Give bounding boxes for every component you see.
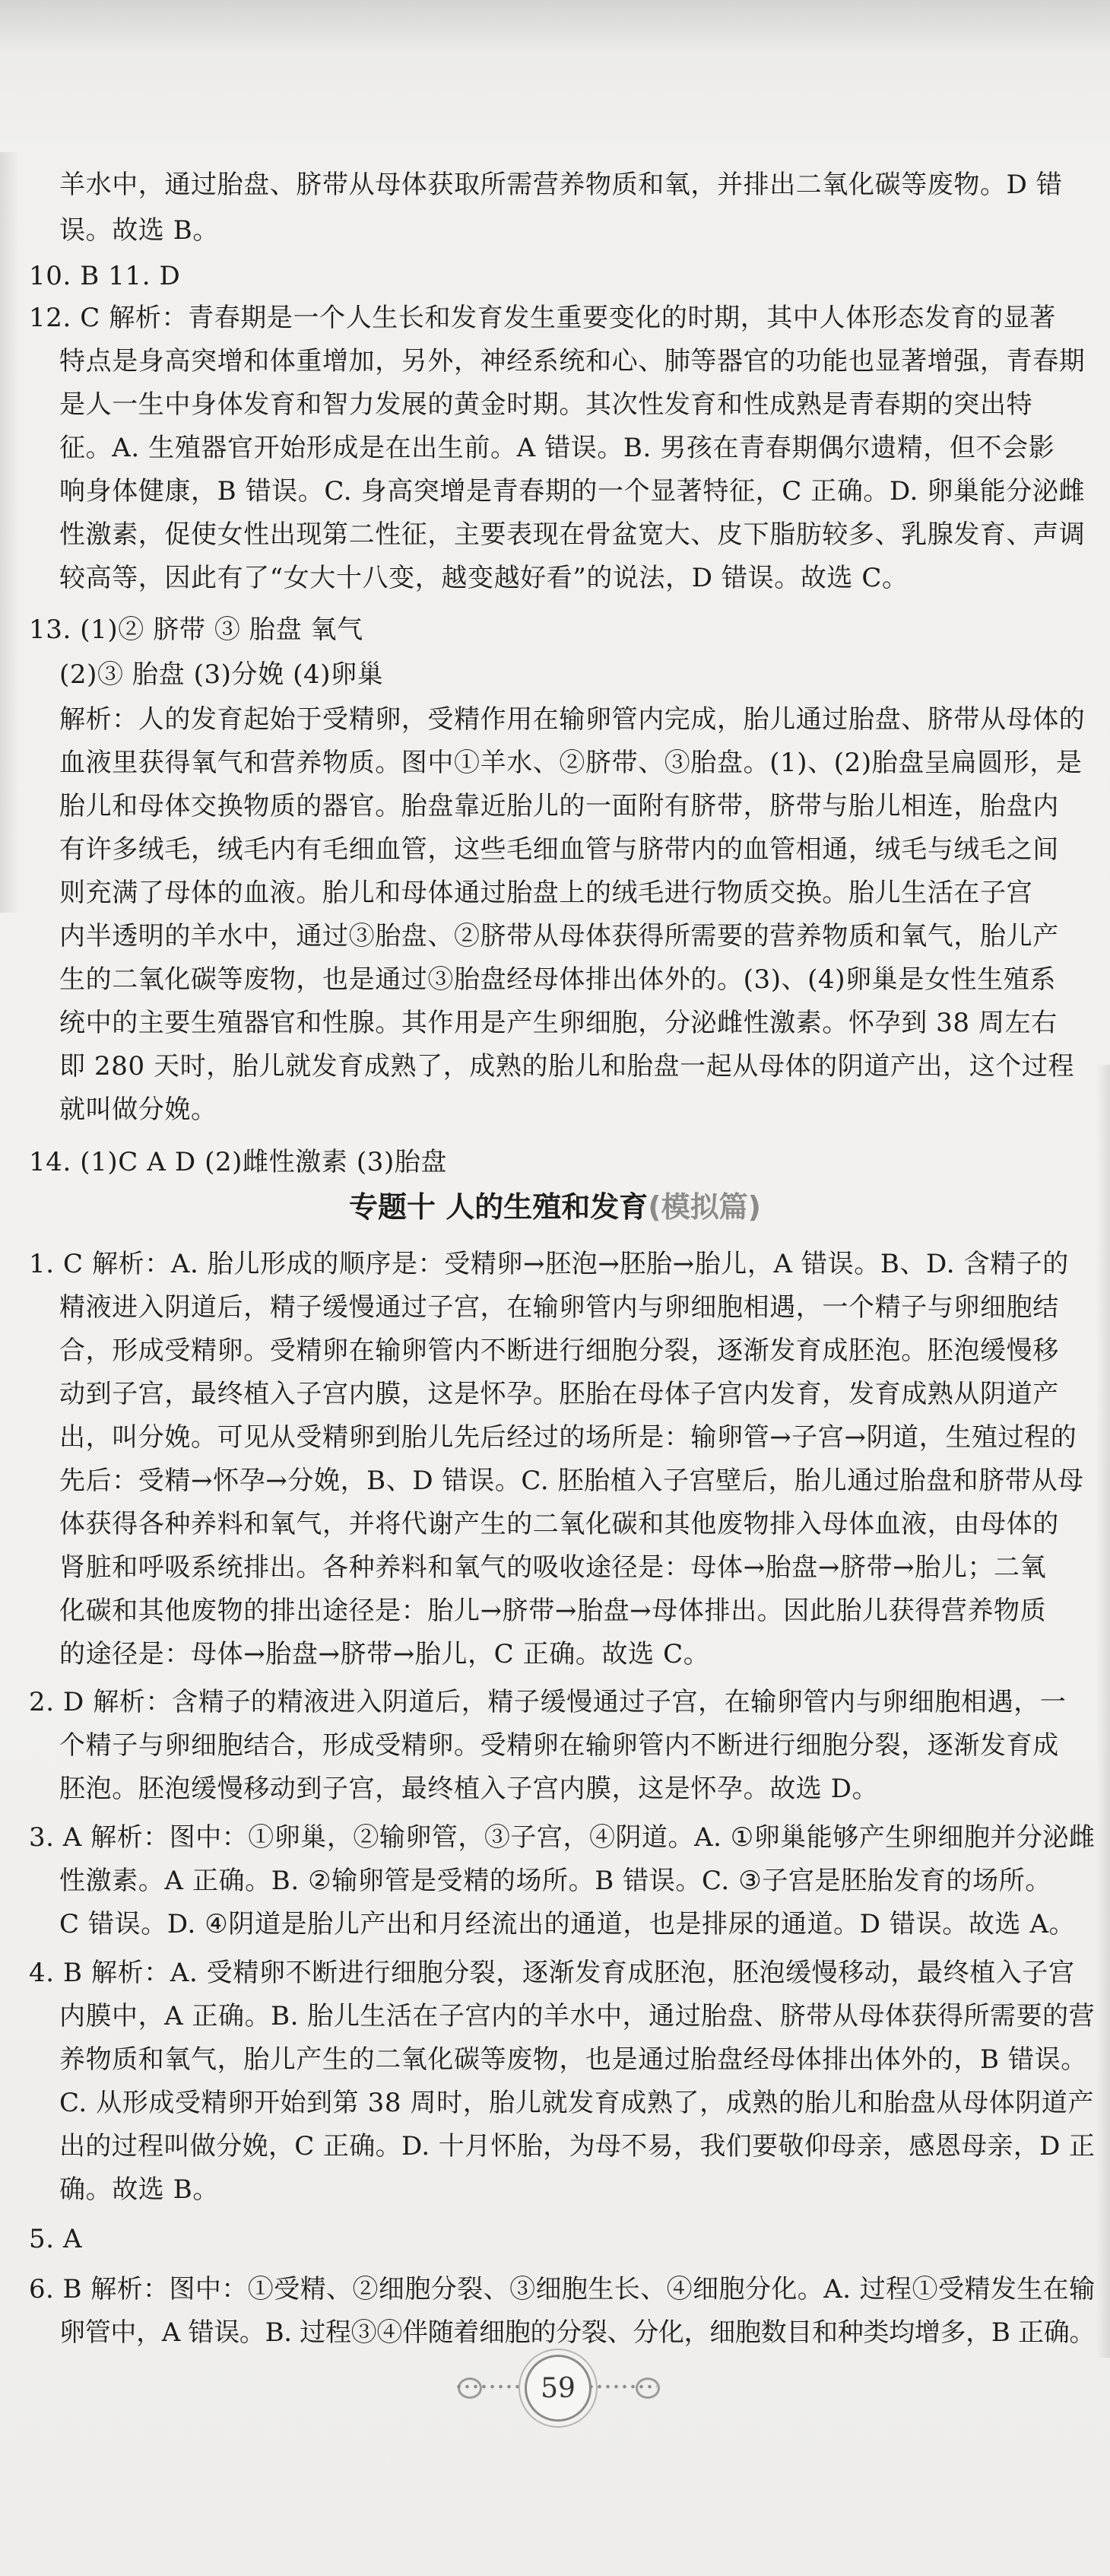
q13-line: (2)③ 胎盘 (3)分娩 (4)卵巢 <box>59 659 384 690</box>
m1-line: 动到子宫，最终植入子宫内膜，这是怀孕。胚胎在母体子宫内发育，发育成熟从阴道产 <box>59 1379 1059 1409</box>
q13-line: 就叫做分娩。 <box>59 1094 217 1125</box>
section-subtitle: (模拟篇) <box>648 1190 761 1224</box>
m1-line: 先后：受精→怀孕→分娩，B、D 错误。C. 胚胎植入子宫壁后，胎儿通过胎盘和脐带从母 <box>59 1466 1084 1496</box>
m4-line: 内膜中，A 正确。B. 胎儿生活在子宫内的羊水中，通过胎盘、脐带从母体获得所需要的营 <box>59 2001 1096 2031</box>
m2-line: 2. D 解析：含精子的精液进入阴道后，精子缓慢通过子宫，在输卵管内与卵细胞相遇，一 <box>29 1687 1067 1717</box>
q12-line: 响身体健康，B 错误。C. 身高突增是青春期的一个显著特征，C 正确。D. 卵巢能分泌雌 <box>59 476 1086 507</box>
m3-line: 性激素。A 正确。B. ②输卵管是受精的场所。B 错误。C. ③子宫是胚胎发育的场所。 <box>59 1866 1051 1896</box>
q12-line: 特点是身高突增和体重增加，另外，神经系统和心、肺等器官的功能也显著增强，青春期 <box>59 346 1086 376</box>
q13-line: 生的二氧化碳等废物，也是通过③胎盘经母体排出体外的。(3)、(4)卵巢是女性生殖系 <box>59 964 1056 995</box>
m1-line: 的途径是：母体→胎盘→脐带→胎儿，C 正确。故选 C。 <box>59 1639 710 1669</box>
top-shadow <box>0 0 1110 53</box>
q13-line: 内半透明的羊水中，通过③胎盘、②脐带从母体获得所需要的营养物质和氧气，胎儿产 <box>59 921 1059 951</box>
m5-line: 5. A <box>29 2224 83 2254</box>
q13-line: 13. (1)② 脐带 ③ 胎盘 氧气 <box>29 615 363 645</box>
q14-line: 14. (1)C A D (2)雌性激素 (3)胎盘 <box>29 1147 448 1177</box>
q12-line: 较高等，因此有了“女大十八变，越变越好看”的说法，D 错误。故选 C。 <box>59 563 909 593</box>
q12-line: 性激素，促使女性出现第二性征，主要表现在骨盆宽大、皮下脂肪较多、乳腺发育、声调 <box>59 519 1086 550</box>
section-heading <box>0 1189 1110 1225</box>
continuation-line: 羊水中，通过胎盘、脐带从母体获取所需营养物质和氧，并排出二氧化碳等废物。D 错 <box>59 170 1063 200</box>
m6-line: 6. B 解析：图中：①受精、②细胞分裂、③细胞生长、④细胞分化。A. 过程①受精发生在输 <box>29 2274 1096 2304</box>
ornament-right-curl <box>636 2377 660 2399</box>
m2-line: 个精子与卵细胞结合，形成受精卵。受精卵在输卵管内不断进行细胞分裂，逐渐发育成 <box>59 1730 1059 1761</box>
continuation-line: 误。故选 B。 <box>59 215 219 246</box>
left-binding-edge <box>0 152 20 913</box>
q13-line: 有许多绒毛，绒毛内有毛细血管，这些毛细血管与脐带内的血管相通，绒毛与绒毛之间 <box>59 834 1059 865</box>
m4-line: 确。故选 B。 <box>59 2174 219 2205</box>
answer-10-11: 10. B 11. D <box>29 261 181 291</box>
m1-line: 1. C 解析：A. 胎儿形成的顺序是：受精卵→胚泡→胚胎→胎儿，A 错误。B、D. 含精子的 <box>29 1249 1069 1279</box>
m1-line: 体获得各种养料和氧气，并将代谢产生的二氧化碳和其他废物排入母体血液，由母体的 <box>59 1509 1059 1539</box>
q13-line: 即 280 天时，胎儿就发育成熟了，成熟的胎儿和胎盘一起从母体的阴道产出，这个过程 <box>59 1051 1075 1082</box>
m4-line: C. 从形成受精卵开始到第 38 周时，胎儿就发育成熟了，成熟的胎儿和胎盘从母体阴道产 <box>59 2088 1095 2118</box>
q12-line: 12. C 解析：青春期是一个人生长和发育发生重要变化的时期，其中人体形态发育的显著 <box>29 303 1056 333</box>
q12-line: 征。A. 生殖器官开始形成是在出生前。A 错误。B. 男孩在青春期偶尔遗精，但不会影 <box>59 433 1055 463</box>
m4-line: 出的过程叫做分娩，C 正确。D. 十月怀胎，为母不易，我们要敬仰母亲，感恩母亲，D 正 <box>59 2131 1096 2161</box>
section-title: 专题十 人的生殖和发育 <box>349 1190 649 1224</box>
m4-line: 4. B 解析：A. 受精卵不断进行细胞分裂，逐渐发育成胚泡，胚泡缓慢移动，最终植入子宫 <box>29 1958 1075 1988</box>
m3-line: C 错误。D. ④阴道是胎儿产出和月经流出的通道，也是排尿的通道。D 错误。故选 A。 <box>59 1909 1076 1939</box>
m2-line: 胚泡。胚泡缓慢移动到子宫，最终植入子宫内膜，这是怀孕。故选 D。 <box>59 1774 879 1804</box>
m1-line: 肾脏和呼吸系统排出。各种养料和氧气的吸收途径是：母体→胎盘→脐带→胎儿；二氧 <box>59 1552 1047 1583</box>
page-number: 59 <box>525 2355 591 2422</box>
m1-line: 化碳和其他废物的排出途径是：胎儿→脐带→胎盘→母体排出。因此胎儿获得营养物质 <box>59 1596 1047 1626</box>
m4-line: 养物质和氧气，胎儿产生的二氧化碳等废物，也是通过胎盘经母体排出体外的，B 错误。 <box>59 2044 1087 2075</box>
ornament-left-dots <box>455 2384 525 2389</box>
q12-line: 是人一生中身体发育和智力发展的黄金时期。其次性发育和性成熟是青春期的突出特 <box>59 389 1033 420</box>
q13-line: 胎儿和母体交换物质的器官。胎盘靠近胎儿的一面附有脐带，脐带与胎儿相连，胎盘内 <box>59 791 1059 821</box>
m6-line: 卵管中，A 错误。B. 过程③④伴随着细胞的分裂、分化，细胞数目和种类均增多，B 正确。 <box>59 2317 1096 2348</box>
m1-line: 合，形成受精卵。受精卵在输卵管内不断进行细胞分裂，逐渐发育成胚泡。胚泡缓慢移 <box>59 1336 1059 1366</box>
right-binding-edge <box>1096 1065 1110 2358</box>
q13-line: 血液里获得氧气和营养物质。图中①羊水、②脐带、③胎盘。(1)、(2)胎盘呈扁圆形，是 <box>59 748 1083 778</box>
m3-line: 3. A 解析：图中：①卵巢，②输卵管，③子宫，④阴道。A. ①卵巢能够产生卵细胞并分泌雌 <box>29 1822 1096 1853</box>
m1-line: 精液进入阴道后，精子缓慢通过子宫，在输卵管内与卵细胞相遇，一个精子与卵细胞结 <box>59 1292 1059 1323</box>
q13-line: 统中的主要生殖器官和性腺。其作用是产生卵细胞，分泌雌性激素。怀孕到 38 周左右 <box>59 1008 1058 1038</box>
m1-line: 出，叫分娩。可见从受精卵到胎儿先后经过的场所是：输卵管→子宫→阴道，生殖过程的 <box>59 1422 1077 1453</box>
q13-line: 则充满了母体的血液。胎儿和母体通过胎盘上的绒毛进行物质交换。胎儿生活在子宫 <box>59 878 1033 908</box>
q13-line: 解析：人的发育起始于受精卵，受精作用在输卵管内完成，胎儿通过胎盘、脐带从母体的 <box>59 704 1086 735</box>
